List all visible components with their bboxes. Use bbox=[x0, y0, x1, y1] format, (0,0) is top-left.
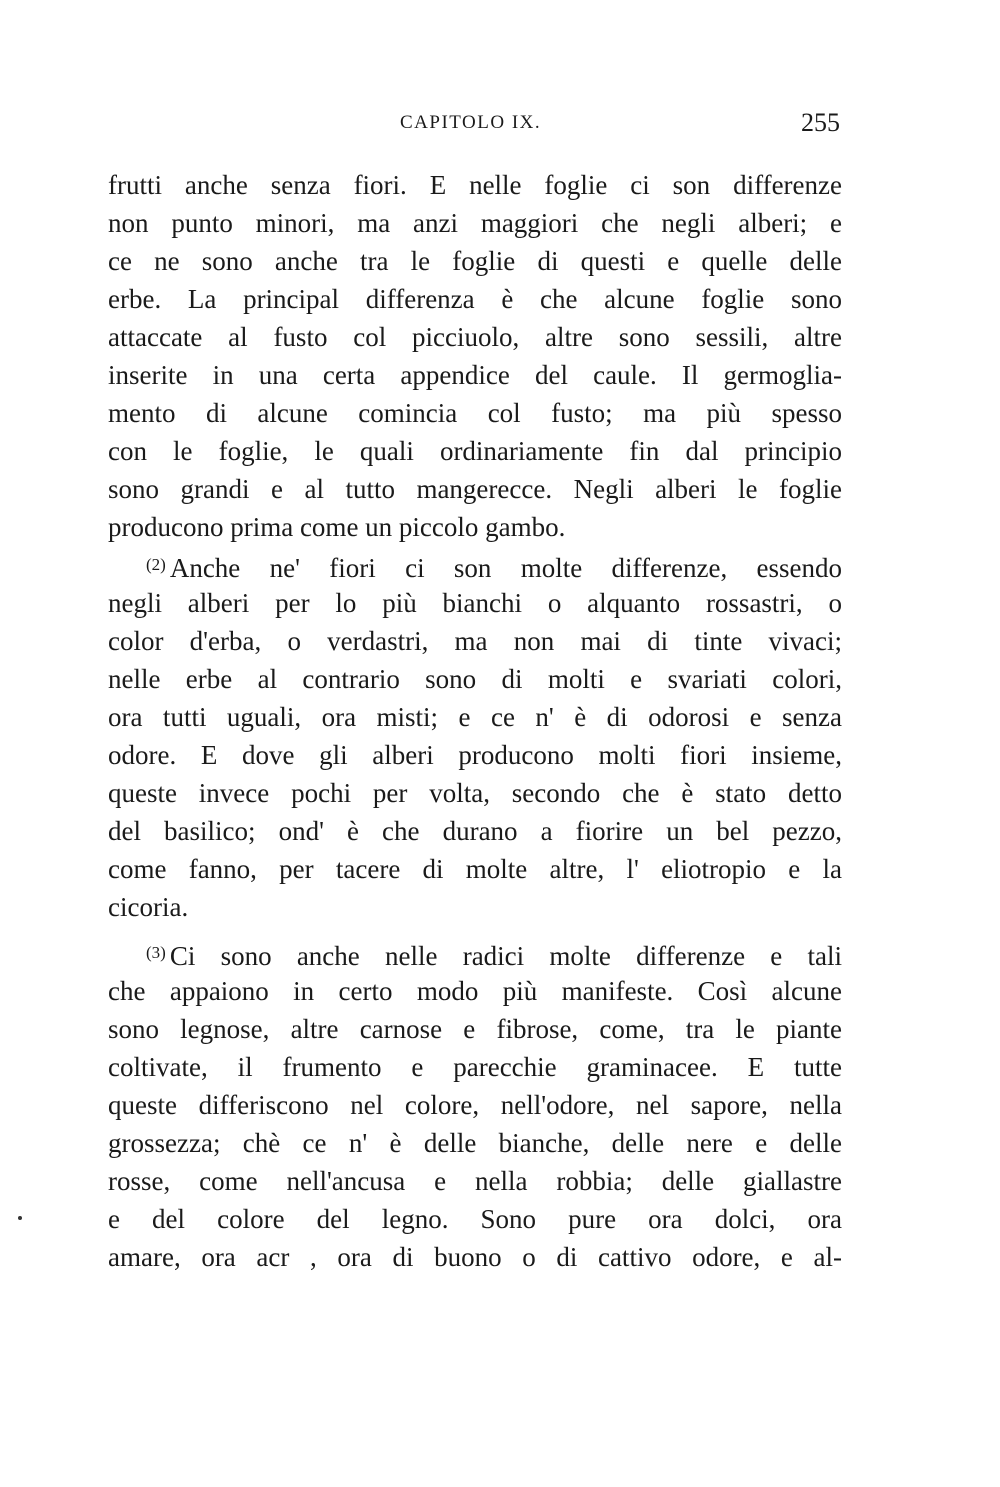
text-line: amare, ora acr , ora di buono o di cattivo odore, e al- bbox=[108, 1242, 842, 1272]
text-line: che appaiono in certo modo più manifeste. Così alcune bbox=[108, 976, 842, 1006]
text-line: coltivate, il frumento e parecchie graminacee. E tutte bbox=[108, 1052, 842, 1082]
text-line: mento di alcune comincia col fusto; ma più spesso bbox=[108, 398, 842, 428]
text-line: negli alberi per lo più bianchi o alquanto rossastri, o bbox=[108, 588, 842, 618]
paragraph-2 bbox=[108, 546, 842, 926]
text-line: erbe. La principal differenza è che alcune foglie sono bbox=[108, 284, 842, 314]
text-line bbox=[108, 934, 842, 972]
margin-speck bbox=[18, 1216, 22, 1220]
text-line: inserite in una certa appendice del caule. Il germoglia- bbox=[108, 360, 842, 390]
text-line-content: Anche ne' fiori ci son molte differenze, essendo bbox=[169, 553, 842, 583]
text-line: frutti anche senza fiori. E nelle foglie ci son differenze bbox=[108, 170, 842, 200]
text-line-content: Ci sono anche nelle radici molte differenze e tali bbox=[169, 941, 842, 971]
page-number: 255 bbox=[801, 108, 840, 137]
text-line: con le foglie, le quali ordinariamente fin dal principio bbox=[108, 436, 842, 466]
text-line: del basilico; ond' è che durano a fiorire un bel pezzo, bbox=[108, 816, 842, 846]
text-line: rosse, come nell'ancusa e nella robbia; delle giallastre bbox=[108, 1166, 842, 1196]
text-line: attaccate al fusto col picciuolo, altre sono sessili, altre bbox=[108, 322, 842, 352]
text-line: nelle erbe al contrario sono di molti e svariati colori, bbox=[108, 664, 842, 694]
paragraph-1 bbox=[108, 166, 842, 546]
text-line: producono prima come un piccolo gambo. bbox=[108, 512, 566, 542]
text-line: sono grandi e al tutto mangerecce. Negli alberi le foglie bbox=[108, 474, 842, 504]
running-head: CAPITOLO IX. bbox=[400, 112, 542, 133]
text-line: ce ne sono anche tra le foglie di questi e quelle delle bbox=[108, 246, 842, 276]
text-line: grossezza; chè ce n' è delle bianche, delle nere e delle bbox=[108, 1128, 842, 1158]
text-line: cicoria. bbox=[108, 892, 189, 922]
text-line: e del colore del legno. Sono pure ora dolci, ora bbox=[108, 1204, 842, 1234]
paragraph-gap bbox=[108, 926, 842, 934]
text-line: queste invece pochi per volta, secondo che è stato detto bbox=[108, 778, 842, 808]
text-line: non punto minori, ma anzi maggiori che negli alberi; e bbox=[108, 208, 842, 238]
text-line: color d'erba, o verdastri, ma non mai di tinte vivaci; bbox=[108, 626, 842, 656]
text-line: odore. E dove gli alberi producono molti fiori insieme, bbox=[108, 740, 842, 770]
text-line: come fanno, per tacere di molte altre, l' eliotropio e la bbox=[108, 854, 842, 884]
body-text bbox=[108, 166, 842, 1276]
note-marker: (3) bbox=[146, 943, 166, 962]
text-line bbox=[108, 546, 842, 584]
page-header bbox=[110, 108, 840, 142]
paragraph-3 bbox=[108, 934, 842, 1276]
text-line: queste differiscono nel colore, nell'odore, nel sapore, nella bbox=[108, 1090, 842, 1120]
note-marker: (2) bbox=[146, 555, 166, 574]
text-line: sono legnose, altre carnose e fibrose, come, tra le piante bbox=[108, 1014, 842, 1044]
text-line: ora tutti uguali, ora misti; e ce n' è di odorosi e senza bbox=[108, 702, 842, 732]
